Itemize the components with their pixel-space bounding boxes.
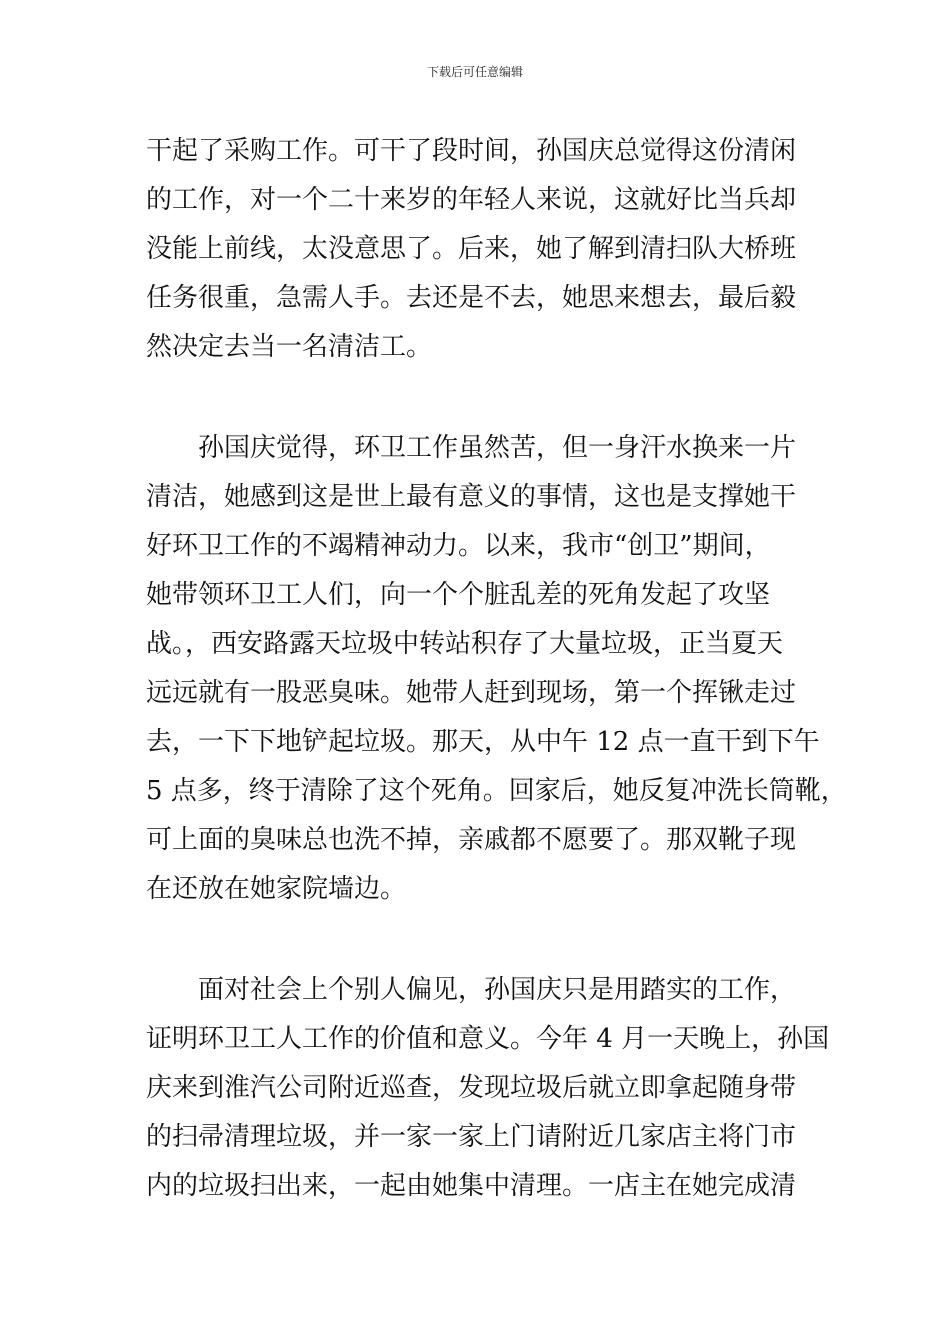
text-line: 她带领环卫工人们，向一个个脏乱差的死角发起了攻坚	[146, 580, 771, 610]
text-line: 证明环卫工人工作的价值和意义。今年 4 月一天晚上，孙国	[146, 1024, 830, 1054]
text-line: 内的垃圾扫出来，一起由她集中清理。一店主在她完成清	[146, 1171, 797, 1201]
text-line: 面对社会上个别人偏见，孙国庆只是用踏实的工作，	[146, 975, 797, 1005]
text-line: 的工作，对一个二十来岁的年轻人来说，这就好比当兵却	[146, 185, 797, 215]
text-line: 的扫帚清理垃圾，并一家一家上门请附近几家店主将门市	[146, 1122, 797, 1152]
text-line: 5 点多，终于清除了这个死角。回家后，她反复冲洗长筒靴，	[146, 776, 847, 806]
text-line: 然决定去当一名清洁工。	[146, 332, 433, 362]
text-line: 任务很重，急需人手。去还是不去，她思来想去，最后毅	[146, 283, 797, 313]
text-line: 可上面的臭味总也洗不掉，亲戚都不愿要了。那双靴子现	[146, 825, 797, 855]
text-line: 战。，西安路露天垃圾中转站积存了大量垃圾，正当夏天	[146, 629, 784, 659]
text-line: 在还放在她家院墙边。	[146, 874, 407, 904]
text-line: 没能上前线，太没意思了。后来，她了解到清扫队大桥班	[146, 234, 797, 264]
text-line: 去，一下下地铲起垃圾。那天，从中午 12 点一直干到下午	[146, 727, 820, 757]
text-line: 庆来到淮汽公司附近巡查，发现垃圾后就立即拿起随身带	[146, 1073, 797, 1103]
text-line: 清洁，她感到这是世上最有意义的事情，这也是支撑她干	[146, 482, 797, 512]
text-line: 干起了采购工作。可干了段时间，孙国庆总觉得这份清闲	[146, 136, 797, 166]
text-line: 孙国庆觉得，环卫工作虽然苦，但一身汗水换来一片	[146, 433, 797, 463]
text-line: 好环卫工作的不竭精神动力。以来，我市“创卫”期间，	[146, 531, 771, 561]
page-header: 下载后可任意编辑	[426, 65, 523, 79]
text-line: 远远就有一股恶臭味。她带人赶到现场，第一个挥锹走过	[146, 678, 797, 708]
